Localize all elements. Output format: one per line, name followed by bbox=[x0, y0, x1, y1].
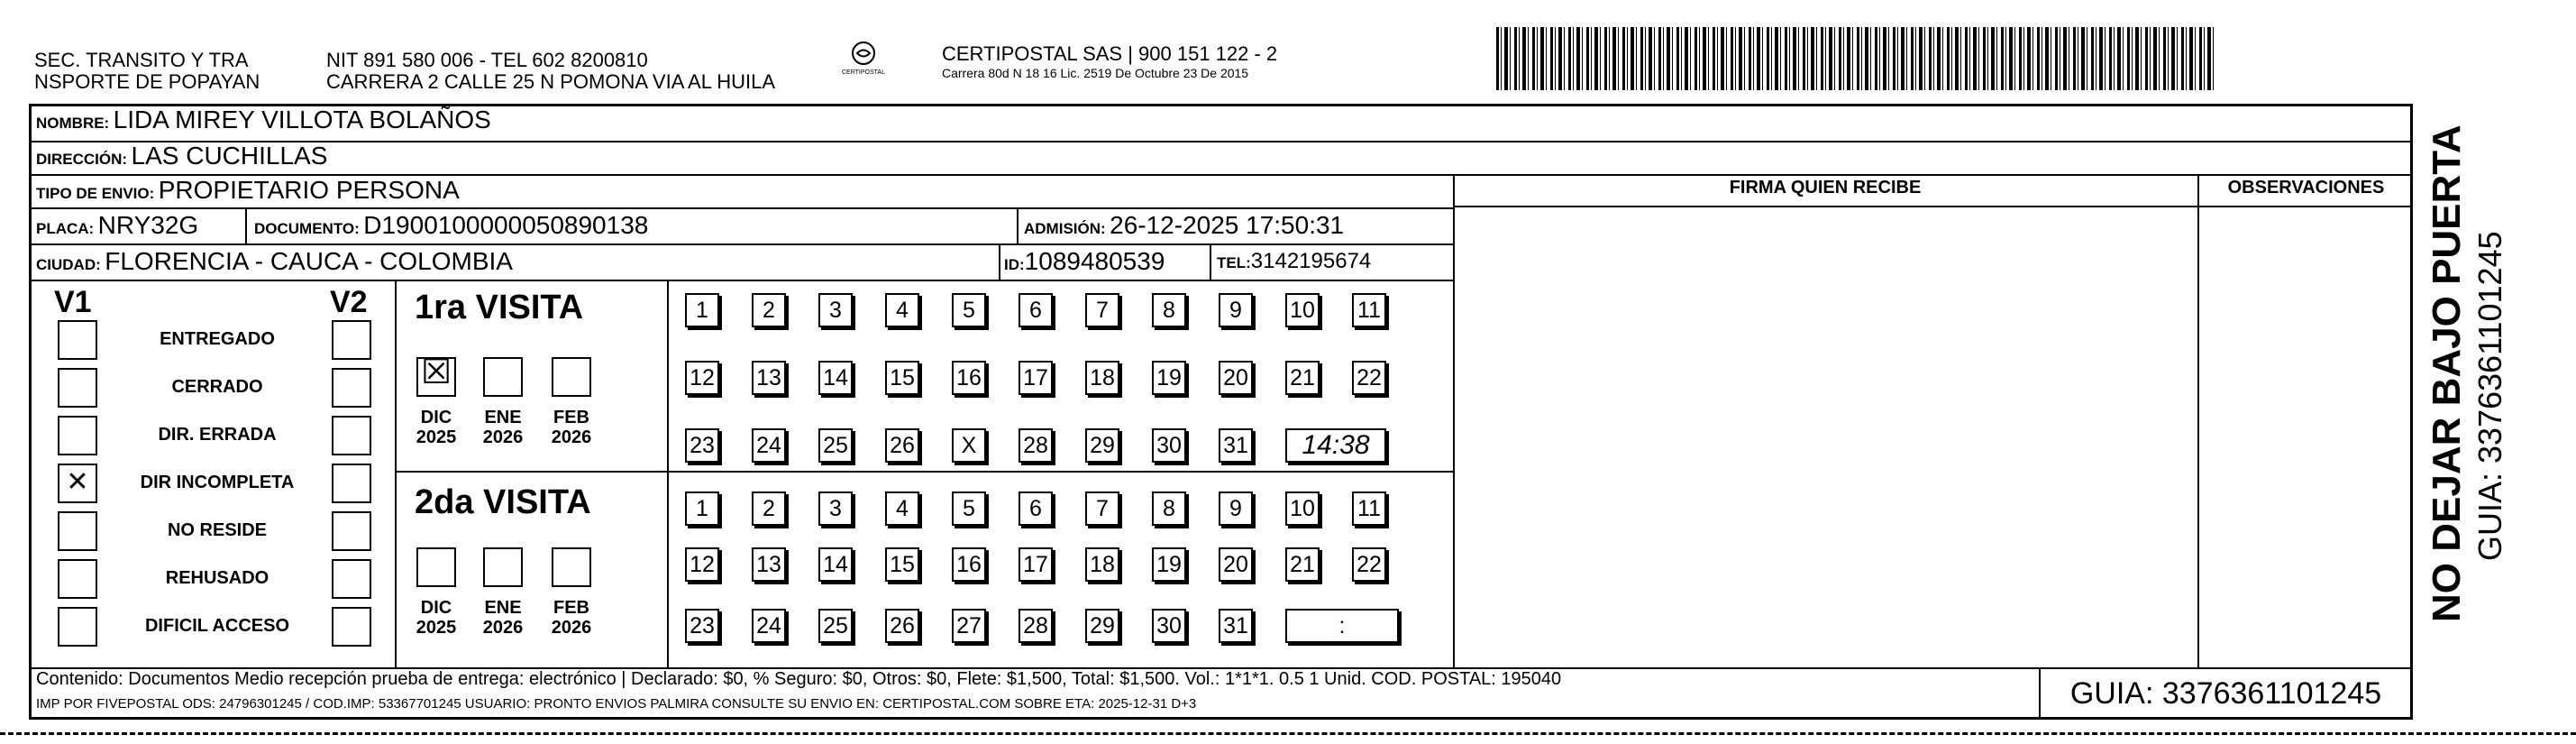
day-box[interactable]: 28 bbox=[1019, 609, 1053, 643]
day-box[interactable]: 12 bbox=[685, 547, 719, 582]
month-label bbox=[409, 598, 463, 638]
tel-field: TEL:3142195674 bbox=[1217, 249, 1372, 273]
footer-guia: GUIA: 3376361101245 bbox=[2069, 676, 2382, 711]
day-box[interactable]: 24 bbox=[752, 428, 786, 463]
day-box[interactable]: 16 bbox=[952, 547, 986, 582]
day-box[interactable]: 31 bbox=[1219, 428, 1253, 463]
day-box[interactable]: 11 bbox=[1352, 491, 1386, 526]
logo-icon bbox=[850, 40, 877, 67]
status-label: DIR INCOMPLETA bbox=[140, 473, 295, 492]
ciudad-field: CIUDAD: FLORENCIA - CAUCA - COLOMBIA bbox=[36, 247, 513, 275]
v2-checkbox[interactable] bbox=[332, 464, 371, 503]
day-box[interactable]: 2 bbox=[752, 491, 786, 526]
month-checkbox[interactable] bbox=[483, 547, 523, 587]
contenido-line: Contenido: Documentos Medio recepción prueba de entrega: electrónico | Declarado: $0, % Seguro: $0, Otros: $0, Flete: $1,500, Total: $1,500. Vol.: 1*1*1. 0.5 1 Unid. COD. POSTAL: 195040 bbox=[36, 669, 1562, 689]
day-box[interactable]: 18 bbox=[1085, 547, 1119, 582]
month-checkbox[interactable] bbox=[552, 547, 591, 587]
month-year: 2025 bbox=[416, 618, 457, 638]
day-box[interactable]: 13 bbox=[752, 547, 786, 582]
day-box[interactable]: 30 bbox=[1152, 428, 1186, 463]
day-box[interactable]: 31 bbox=[1219, 609, 1253, 643]
month-label bbox=[476, 598, 530, 638]
day-box[interactable]: 15 bbox=[885, 361, 919, 395]
day-box[interactable]: 3 bbox=[818, 491, 853, 526]
day-box[interactable]: 6 bbox=[1019, 293, 1053, 327]
day-box[interactable]: 14 bbox=[818, 547, 853, 582]
day-box[interactable]: 19 bbox=[1152, 361, 1186, 395]
ciudad-value: FLORENCIA - CAUCA - COLOMBIA bbox=[105, 247, 513, 275]
day-box[interactable]: 12 bbox=[685, 361, 719, 395]
day-box[interactable]: 9 bbox=[1219, 293, 1253, 327]
day-box[interactable]: 7 bbox=[1085, 491, 1119, 526]
v2-checkbox[interactable] bbox=[332, 416, 371, 455]
day-box[interactable]: 17 bbox=[1019, 547, 1053, 582]
day-box[interactable]: 8 bbox=[1152, 491, 1186, 526]
day-box[interactable]: 29 bbox=[1085, 609, 1119, 643]
month-year: 2026 bbox=[482, 618, 524, 638]
id-field: ID:1089480539 bbox=[1004, 247, 1165, 275]
day-box[interactable]: 1 bbox=[685, 293, 719, 327]
v2-checkbox[interactable] bbox=[332, 607, 371, 647]
day-box[interactable]: 24 bbox=[752, 609, 786, 643]
v2-checkbox[interactable] bbox=[332, 368, 371, 408]
day-box[interactable]: 26 bbox=[885, 428, 919, 463]
day-box[interactable]: 20 bbox=[1219, 361, 1253, 395]
month-checkbox[interactable] bbox=[483, 357, 523, 397]
day-box[interactable]: 13 bbox=[752, 361, 786, 395]
first-visit-title: 1ra VISITA bbox=[415, 289, 584, 326]
documento-value: D1900100000050890138 bbox=[363, 211, 649, 239]
day-box[interactable]: X bbox=[952, 428, 986, 463]
company-line: CERTIPOSTAL SAS | 900 151 122 - 2 bbox=[942, 42, 1278, 65]
month-year: 2025 bbox=[416, 427, 457, 447]
check-mark-icon: ✕ bbox=[66, 467, 89, 497]
org-name bbox=[34, 50, 260, 93]
time-box[interactable]: 14:38 bbox=[1285, 428, 1386, 463]
status-label: DIR. ERRADA bbox=[158, 425, 277, 445]
month-checkbox[interactable] bbox=[416, 354, 456, 397]
day-box[interactable]: 9 bbox=[1219, 491, 1253, 526]
placa-value: NRY32G bbox=[97, 211, 199, 239]
firma-header: FIRMA QUIEN RECIBE bbox=[1729, 178, 1922, 197]
v1-checkbox[interactable] bbox=[58, 368, 97, 408]
day-box[interactable]: 23 bbox=[685, 609, 719, 643]
month-name: ENE bbox=[484, 408, 522, 427]
day-box[interactable]: 28 bbox=[1019, 428, 1053, 463]
observaciones-area[interactable] bbox=[2199, 207, 2411, 666]
company-info bbox=[942, 43, 1277, 82]
status-label: NO RESIDE bbox=[167, 520, 268, 540]
direccion-field: DIRECCIÓN: LAS CUCHILLAS bbox=[36, 142, 328, 170]
month-label bbox=[476, 408, 530, 447]
address-line: CARRERA 2 CALLE 25 N POMONA VIA AL HUILA bbox=[326, 70, 776, 93]
day-box[interactable]: 17 bbox=[1019, 361, 1053, 395]
admision-value: 26-12-2025 17:50:31 bbox=[1110, 211, 1345, 239]
documento-field: DOCUMENTO: D1900100000050890138 bbox=[254, 211, 649, 239]
day-box[interactable]: 16 bbox=[952, 361, 986, 395]
month-name: DIC bbox=[420, 598, 452, 618]
day-box[interactable]: 30 bbox=[1152, 609, 1186, 643]
v2-checkbox[interactable] bbox=[332, 559, 371, 599]
license-line: Carrera 80d N 18 16 Lic. 2519 De Octubre 23 De 2015 bbox=[942, 66, 1249, 80]
day-box[interactable]: 22 bbox=[1352, 547, 1386, 582]
placa-field: PLACA: NRY32G bbox=[36, 211, 199, 239]
day-box[interactable]: 27 bbox=[952, 609, 986, 643]
firma-area[interactable] bbox=[1455, 207, 2196, 666]
v1-checkbox[interactable] bbox=[58, 416, 97, 455]
day-box[interactable]: 11 bbox=[1352, 293, 1386, 327]
observaciones-header: OBSERVACIONES bbox=[2227, 178, 2385, 197]
month-name: DIC bbox=[420, 408, 452, 427]
v1-checkbox[interactable] bbox=[58, 320, 97, 360]
check-mark-icon: ☒ bbox=[420, 354, 452, 391]
v2-checkbox[interactable] bbox=[332, 320, 371, 360]
month-label bbox=[544, 598, 598, 638]
v2-label: V2 bbox=[330, 285, 368, 319]
id-value: 1089480539 bbox=[1024, 247, 1165, 275]
month-checkbox[interactable] bbox=[552, 357, 591, 397]
day-box[interactable]: 2 bbox=[752, 293, 786, 327]
day-box[interactable]: 15 bbox=[885, 547, 919, 582]
tipo-envio-field: TIPO DE ENVIO: PROPIETARIO PERSONA bbox=[36, 176, 460, 204]
day-box[interactable]: 6 bbox=[1019, 491, 1053, 526]
certipostal-logo bbox=[836, 40, 891, 94]
org-line-2: NSPORTE DE POPAYAN bbox=[34, 70, 260, 93]
day-box[interactable]: 5 bbox=[952, 293, 986, 327]
day-box[interactable]: 19 bbox=[1152, 547, 1186, 582]
day-box[interactable]: 25 bbox=[818, 428, 853, 463]
month-year: 2026 bbox=[551, 427, 592, 447]
month-name: FEB bbox=[553, 408, 589, 427]
v1-checkbox[interactable] bbox=[58, 464, 97, 503]
day-box[interactable]: 7 bbox=[1085, 293, 1119, 327]
time-box[interactable]: : bbox=[1285, 609, 1399, 643]
nombre-value: LIDA MIREY VILLOTA BOLAÑOS bbox=[113, 106, 491, 133]
day-box[interactable]: 5 bbox=[952, 491, 986, 526]
barcode bbox=[1496, 27, 2217, 90]
nit-line: NIT 891 580 006 - TEL 602 8200810 bbox=[326, 49, 648, 71]
tel-value: 3142195674 bbox=[1250, 249, 1372, 273]
v1-checkbox[interactable] bbox=[58, 511, 97, 551]
cut-line bbox=[0, 732, 2576, 735]
month-label bbox=[544, 408, 598, 447]
month-name: FEB bbox=[553, 598, 589, 618]
day-box[interactable]: 21 bbox=[1285, 547, 1320, 582]
no-dejar-label: NO DEJAR BAJO PUERTA bbox=[2425, 124, 2469, 622]
month-name: ENE bbox=[484, 598, 522, 618]
second-visit-title: 2da VISITA bbox=[415, 483, 591, 521]
day-box[interactable]: 21 bbox=[1285, 361, 1320, 395]
month-year: 2026 bbox=[482, 427, 524, 447]
day-box[interactable]: 14 bbox=[818, 361, 853, 395]
admision-field: ADMISIÓN: 26-12-2025 17:50:31 bbox=[1024, 211, 1345, 239]
month-checkbox[interactable] bbox=[416, 547, 456, 587]
tipo-envio-value: PROPIETARIO PERSONA bbox=[158, 176, 460, 204]
status-label: REHUSADO bbox=[165, 568, 269, 588]
day-box[interactable]: 18 bbox=[1085, 361, 1119, 395]
day-box[interactable]: 4 bbox=[885, 491, 919, 526]
imp-line: IMP POR FIVEPOSTAL ODS: 24796301245 / COD.IMP: 53367701245 USUARIO: PRONTO ENVIOS PALMIRA CONSULTE SU ENVIO EN: CERTIPOSTAL.COM SOBRE ETA: 2025-12-31 D+3 bbox=[36, 696, 1197, 712]
day-box[interactable]: 23 bbox=[685, 428, 719, 463]
day-box[interactable]: 4 bbox=[885, 293, 919, 327]
v1-label: V1 bbox=[54, 285, 92, 319]
day-box[interactable]: 1 bbox=[685, 491, 719, 526]
day-box[interactable]: 22 bbox=[1352, 361, 1386, 395]
org-line-1: SEC. TRANSITO Y TRA bbox=[34, 49, 249, 71]
v1-checkbox[interactable] bbox=[58, 559, 97, 599]
v1-checkbox[interactable] bbox=[58, 607, 97, 647]
status-label: CERRADO bbox=[171, 377, 263, 397]
day-box[interactable]: 10 bbox=[1285, 491, 1320, 526]
status-label: ENTREGADO bbox=[160, 329, 275, 349]
month-label bbox=[409, 408, 463, 447]
day-box[interactable]: 29 bbox=[1085, 428, 1119, 463]
day-box[interactable]: 25 bbox=[818, 609, 853, 643]
logo-text: CERTIPOSTAL bbox=[842, 69, 885, 76]
day-box[interactable]: 26 bbox=[885, 609, 919, 643]
side-guia: GUIA: 3376361101245 bbox=[2471, 231, 2508, 561]
direccion-value: LAS CUCHILLAS bbox=[131, 142, 328, 170]
day-box[interactable]: 10 bbox=[1285, 293, 1320, 327]
day-box[interactable]: 8 bbox=[1152, 293, 1186, 327]
day-box[interactable]: 20 bbox=[1219, 547, 1253, 582]
v2-checkbox[interactable] bbox=[332, 511, 371, 551]
nombre-field: NOMBRE: LIDA MIREY VILLOTA BOLAÑOS bbox=[36, 106, 491, 133]
month-year: 2026 bbox=[551, 618, 592, 638]
day-box[interactable]: 3 bbox=[818, 293, 853, 327]
status-label: DIFICIL ACCESO bbox=[144, 616, 289, 636]
org-contact bbox=[326, 50, 775, 93]
